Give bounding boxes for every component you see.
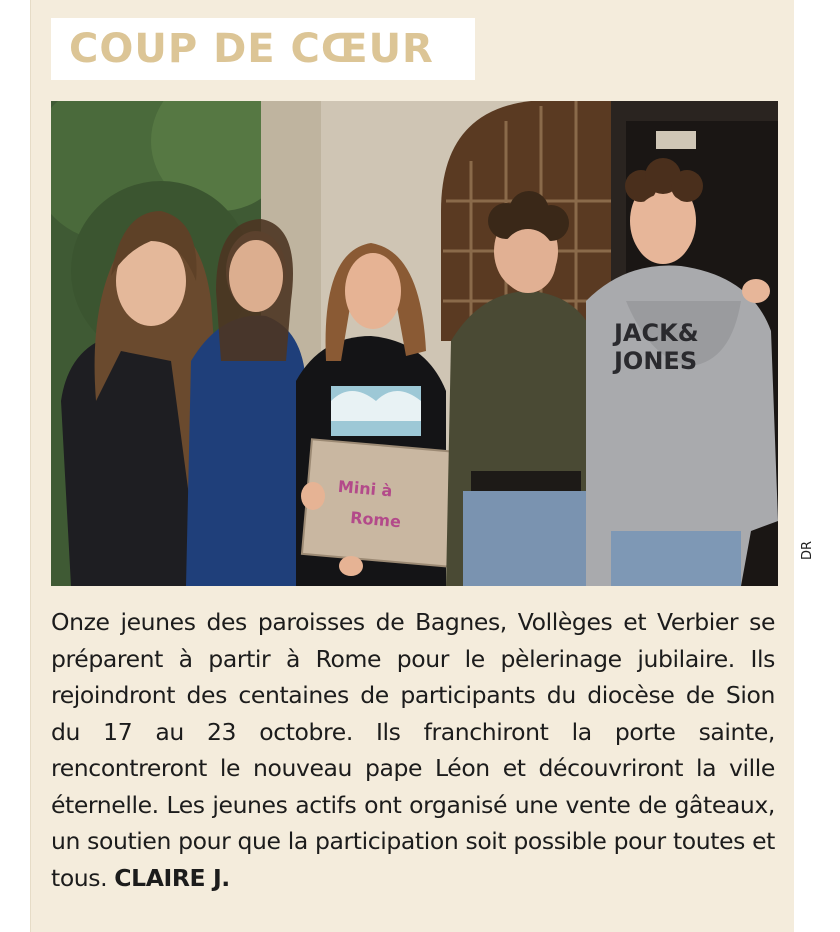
sign-text-line2: Rome	[349, 507, 402, 532]
article-body	[51, 604, 775, 896]
section-tag	[51, 18, 475, 80]
photo-credit: DR	[800, 540, 815, 560]
hoodie-text-line1: JACK&	[614, 319, 699, 347]
group-photo	[51, 101, 778, 586]
sign-text-line1: Mini à	[337, 476, 394, 501]
article-body-text: Onze jeunes des paroisses de Bagnes, Vollèges et Verbier se préparent à partir à Rome pour le pèlerinage jubilaire. Ils rejoindront des centaines de participants du diocèse de Sion du 17 au 23 octobre. Ils franchiront la porte sainte, rencontreront le nouveau pape Léon et découvriront la ville éternelle. Les jeunes actifs ont organisé une vente de gâteaux, un soutien pour que la participation soit possible pour toutes et tous.	[51, 608, 775, 892]
section-tag-label: COUP DE CŒUR	[69, 26, 434, 72]
article-author: CLAIRE J.	[114, 863, 230, 892]
group-photo-illustration	[51, 101, 778, 586]
hoodie-text-line2: JONES	[614, 347, 698, 375]
